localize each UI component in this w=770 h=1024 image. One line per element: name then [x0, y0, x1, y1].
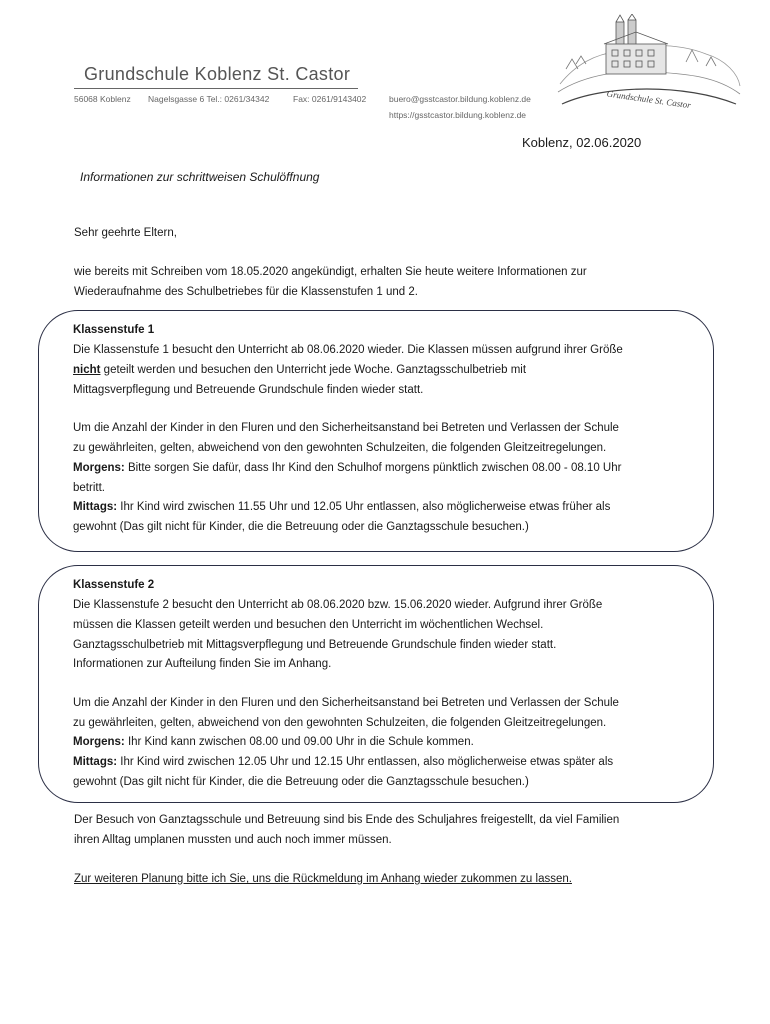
grade-1-line: zu gewährleiten, gelten, abweichend von den gewohnten Schulzeiten, die folgenden Gleitzeitregelungen.	[73, 442, 607, 454]
grade-2-line: Um die Anzahl der Kinder in den Fluren und den Sicherheitsanstand bei Betreten und Verlassen der Schule	[73, 697, 619, 709]
grade-2-morning	[73, 732, 474, 752]
header-divider	[74, 88, 358, 89]
grade-1-line: Die Klassenstufe 1 besucht den Unterricht ab 08.06.2020 wieder. Die Klassen müssen aufgrund ihrer Größe	[73, 344, 623, 356]
noon-text: Ihr Kind wird zwischen 12.05 Uhr und 12.15 Uhr entlassen, also möglicherweise etwas später als	[117, 756, 614, 768]
grade-1-noon	[73, 497, 610, 517]
address-street-phone: Nagelsgasse 6 Tel.: 0261/34342	[148, 94, 270, 104]
grade-2-line: Ganztagsschulbetrieb mit Mittagsverpflegung und Betreuende Grundschule finden wieder statt.	[73, 639, 557, 651]
grade-1-line: Um die Anzahl der Kinder in den Fluren und den Sicherheitsanstand bei Betreten und Verlassen der Schule	[73, 422, 619, 434]
morning-label: Morgens:	[73, 462, 125, 474]
grade-2-noon	[73, 752, 613, 772]
morning-label: Morgens:	[73, 736, 125, 748]
grade-2-line: Die Klassenstufe 2 besucht den Unterricht ab 08.06.2020 bzw. 15.06.2020 wieder. Aufgrund ihrer Größe	[73, 599, 603, 611]
letter-date: Koblenz, 02.06.2020	[522, 135, 642, 150]
grade-1-line	[73, 360, 526, 380]
grade-1-title: Klassenstufe 1	[73, 324, 155, 336]
intro-line-1: wie bereits mit Schreiben vom 18.05.2020 angekündigt, erhalten Sie heute weitere Informationen zur	[74, 266, 587, 278]
address-postal: 56068 Koblenz	[74, 94, 131, 104]
intro-line-2: Wiederaufnahme des Schulbetriebes für die Klassenstufen 1 und 2.	[74, 286, 418, 298]
grade-1-morning-cont: betritt.	[73, 482, 105, 494]
noon-text: Ihr Kind wird zwischen 11.55 Uhr und 12.05 Uhr entlassen, also möglicherweise etwas früher als	[117, 501, 611, 513]
school-name: Grundschule Koblenz St. Castor	[84, 64, 351, 84]
grade-2-line: müssen die Klassen geteilt werden und besuchen den Unterricht im wöchentlichen Wechsel.	[73, 619, 544, 631]
address-email[interactable]: buero@gsstcastor.bildung.koblenz.de	[389, 94, 531, 104]
noon-label: Mittags:	[73, 501, 118, 513]
grade-2-title: Klassenstufe 2	[73, 579, 155, 591]
emphasis-nicht: nicht	[73, 364, 101, 376]
school-logo	[556, 14, 742, 118]
grade-1-line-rest: geteilt werden und besuchen den Unterricht jede Woche. Ganztagsschulbetrieb mit	[100, 364, 527, 376]
address-website[interactable]: https://gsstcastor.bildung.koblenz.de	[389, 110, 527, 120]
grade-2-box	[38, 565, 714, 803]
noon-label: Mittags:	[73, 756, 118, 768]
closing-line-1: Der Besuch von Ganztagsschule und Betreuung sind bis Ende des Schuljahres freigestellt, da viel Familien	[74, 814, 620, 826]
grade-2-noon-cont: gewohnt (Das gilt nicht für Kinder, die die Betreuung oder die Ganztagsschule besuchen.)	[73, 776, 529, 788]
logo-text: Grundschule St. Castor	[606, 88, 692, 111]
closing-line-2: ihren Alltag umplanen mussten und auch noch immer müssen.	[74, 834, 392, 846]
letter-subject: Informationen zur schrittweisen Schulöffnung	[80, 170, 320, 184]
grade-1-noon-cont: gewohnt (Das gilt nicht für Kinder, die die Betreuung oder die Ganztagsschule besuchen.)	[73, 521, 529, 533]
grade-1-box	[38, 310, 714, 552]
morning-text: Ihr Kind kann zwischen 08.00 und 09.00 Uhr in die Schule kommen.	[124, 736, 474, 748]
feedback-request: Zur weiteren Planung bitte ich Sie, uns die Rückmeldung im Anhang wieder zukommen zu lassen.	[74, 873, 572, 885]
grade-1-line: Mittagsverpflegung und Betreuende Grundschule finden wieder statt.	[73, 384, 424, 396]
grade-1-morning	[73, 458, 621, 478]
grade-2-line: zu gewährleiten, gelten, abweichend von den gewohnten Schulzeiten, die folgenden Gleitzeitregelungen.	[73, 717, 607, 729]
salutation: Sehr geehrte Eltern,	[74, 227, 177, 239]
grade-2-line: Informationen zur Aufteilung finden Sie im Anhang.	[73, 658, 332, 670]
address-fax: Fax: 0261/9143402	[293, 94, 367, 104]
morning-text: Bitte sorgen Sie dafür, dass Ihr Kind den Schulhof morgens pünktlich zwischen 08.00 - 08.10 Uhr	[124, 462, 622, 474]
